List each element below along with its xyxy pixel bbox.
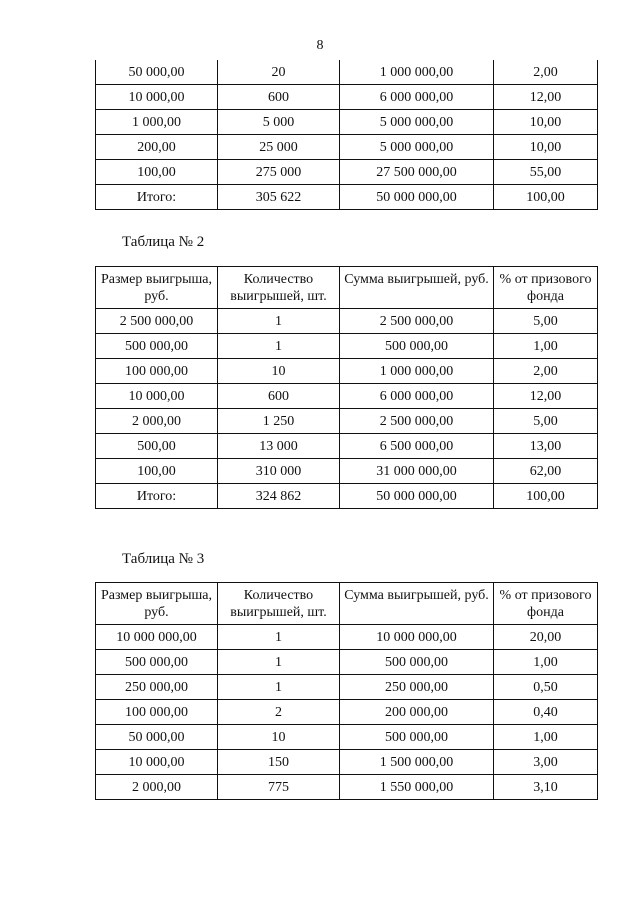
table-row <box>96 309 598 334</box>
cell-prize-sum: 50 000 000,00 <box>340 185 494 210</box>
table-row <box>96 675 598 700</box>
cell-prize-count: 1 <box>218 650 340 675</box>
cell-prize-size: Итого: <box>96 185 218 210</box>
cell-prize-size: 500,00 <box>96 434 218 459</box>
header-prize-count: Количество выигрышей, шт. <box>218 267 340 309</box>
cell-prize-sum: 2 500 000,00 <box>340 309 494 334</box>
cell-prize-size: 10 000 000,00 <box>96 625 218 650</box>
table-row <box>96 110 598 135</box>
cell-prize-size: 100 000,00 <box>96 700 218 725</box>
table-row <box>96 459 598 484</box>
cell-prize-count: 1 <box>218 334 340 359</box>
cell-prize-size: 2 000,00 <box>96 775 218 800</box>
table-row <box>96 750 598 775</box>
cell-prize-size: 500 000,00 <box>96 334 218 359</box>
table-row <box>96 434 598 459</box>
cell-prize-fund-percent: 100,00 <box>494 484 598 509</box>
cell-prize-size: 250 000,00 <box>96 675 218 700</box>
cell-prize-sum: 31 000 000,00 <box>340 459 494 484</box>
cell-prize-fund-percent: 2,00 <box>494 60 598 85</box>
prize-table-2 <box>95 266 598 509</box>
header-prize-sum: Сумма выигрышей, руб. <box>340 583 494 625</box>
cell-prize-count: 10 <box>218 725 340 750</box>
cell-prize-size: 10 000,00 <box>96 85 218 110</box>
cell-prize-fund-percent: 55,00 <box>494 160 598 185</box>
prize-table-1 <box>95 60 598 210</box>
table-row <box>96 135 598 160</box>
table-row <box>96 625 598 650</box>
cell-prize-fund-percent: 10,00 <box>494 110 598 135</box>
table-header-row <box>96 583 598 625</box>
table-row <box>96 775 598 800</box>
table-row <box>96 484 598 509</box>
header-prize-size: Размер выигрыша, руб. <box>96 583 218 625</box>
cell-prize-fund-percent: 5,00 <box>494 409 598 434</box>
cell-prize-fund-percent: 2,00 <box>494 359 598 384</box>
header-prize-fund-percent: % от призового фонда <box>494 583 598 625</box>
cell-prize-fund-percent: 100,00 <box>494 185 598 210</box>
cell-prize-sum: 6 000 000,00 <box>340 384 494 409</box>
cell-prize-count: 20 <box>218 60 340 85</box>
cell-prize-fund-percent: 1,00 <box>494 334 598 359</box>
cell-prize-fund-percent: 62,00 <box>494 459 598 484</box>
cell-prize-count: 600 <box>218 384 340 409</box>
cell-prize-sum: 1 000 000,00 <box>340 60 494 85</box>
cell-prize-fund-percent: 13,00 <box>494 434 598 459</box>
table-row <box>96 85 598 110</box>
cell-prize-count: 324 862 <box>218 484 340 509</box>
cell-prize-sum: 10 000 000,00 <box>340 625 494 650</box>
cell-prize-count: 275 000 <box>218 160 340 185</box>
cell-prize-sum: 1 500 000,00 <box>340 750 494 775</box>
header-prize-size: Размер выигрыша, руб. <box>96 267 218 309</box>
table-3-caption: Таблица № 3 <box>122 551 205 567</box>
cell-prize-fund-percent: 10,00 <box>494 135 598 160</box>
cell-prize-size: 100,00 <box>96 459 218 484</box>
cell-prize-sum: 6 000 000,00 <box>340 85 494 110</box>
cell-prize-count: 600 <box>218 85 340 110</box>
cell-prize-count: 305 622 <box>218 185 340 210</box>
table-row <box>96 185 598 210</box>
cell-prize-fund-percent: 3,10 <box>494 775 598 800</box>
table-row <box>96 725 598 750</box>
cell-prize-count: 1 <box>218 675 340 700</box>
table-row <box>96 650 598 675</box>
cell-prize-count: 310 000 <box>218 459 340 484</box>
cell-prize-count: 1 <box>218 309 340 334</box>
prize-table-3 <box>95 582 598 800</box>
cell-prize-sum: 1 550 000,00 <box>340 775 494 800</box>
cell-prize-fund-percent: 3,00 <box>494 750 598 775</box>
cell-prize-count: 25 000 <box>218 135 340 160</box>
cell-prize-fund-percent: 12,00 <box>494 384 598 409</box>
cell-prize-sum: 500 000,00 <box>340 725 494 750</box>
cell-prize-count: 13 000 <box>218 434 340 459</box>
cell-prize-fund-percent: 0,50 <box>494 675 598 700</box>
cell-prize-sum: 500 000,00 <box>340 650 494 675</box>
cell-prize-fund-percent: 20,00 <box>494 625 598 650</box>
cell-prize-count: 10 <box>218 359 340 384</box>
table-row <box>96 700 598 725</box>
cell-prize-fund-percent: 0,40 <box>494 700 598 725</box>
cell-prize-size: 10 000,00 <box>96 384 218 409</box>
cell-prize-fund-percent: 5,00 <box>494 309 598 334</box>
cell-prize-count: 150 <box>218 750 340 775</box>
cell-prize-sum: 6 500 000,00 <box>340 434 494 459</box>
cell-prize-count: 1 250 <box>218 409 340 434</box>
cell-prize-sum: 250 000,00 <box>340 675 494 700</box>
cell-prize-fund-percent: 12,00 <box>494 85 598 110</box>
cell-prize-sum: 5 000 000,00 <box>340 135 494 160</box>
cell-prize-sum: 1 000 000,00 <box>340 359 494 384</box>
header-prize-sum: Сумма выигрышей, руб. <box>340 267 494 309</box>
cell-prize-sum: 2 500 000,00 <box>340 409 494 434</box>
table-row <box>96 409 598 434</box>
table-row <box>96 160 598 185</box>
cell-prize-sum: 50 000 000,00 <box>340 484 494 509</box>
cell-prize-sum: 27 500 000,00 <box>340 160 494 185</box>
cell-prize-count: 775 <box>218 775 340 800</box>
cell-prize-fund-percent: 1,00 <box>494 725 598 750</box>
table-row <box>96 384 598 409</box>
cell-prize-size: 200,00 <box>96 135 218 160</box>
cell-prize-size: 2 000,00 <box>96 409 218 434</box>
cell-prize-sum: 5 000 000,00 <box>340 110 494 135</box>
cell-prize-sum: 200 000,00 <box>340 700 494 725</box>
cell-prize-size: 50 000,00 <box>96 725 218 750</box>
cell-prize-size: 50 000,00 <box>96 60 218 85</box>
table-2-caption: Таблица № 2 <box>122 234 205 250</box>
page-number: 8 <box>316 38 324 53</box>
cell-prize-size: 10 000,00 <box>96 750 218 775</box>
cell-prize-count: 5 000 <box>218 110 340 135</box>
table-header-row <box>96 267 598 309</box>
header-prize-count: Количество выигрышей, шт. <box>218 583 340 625</box>
cell-prize-size: 100 000,00 <box>96 359 218 384</box>
cell-prize-count: 1 <box>218 625 340 650</box>
table-row <box>96 359 598 384</box>
cell-prize-fund-percent: 1,00 <box>494 650 598 675</box>
header-prize-fund-percent: % от призового фонда <box>494 267 598 309</box>
cell-prize-count: 2 <box>218 700 340 725</box>
table-row <box>96 60 598 85</box>
table-row <box>96 334 598 359</box>
cell-prize-size: 500 000,00 <box>96 650 218 675</box>
cell-prize-sum: 500 000,00 <box>340 334 494 359</box>
cell-prize-size: 1 000,00 <box>96 110 218 135</box>
cell-prize-size: Итого: <box>96 484 218 509</box>
cell-prize-size: 100,00 <box>96 160 218 185</box>
cell-prize-size: 2 500 000,00 <box>96 309 218 334</box>
